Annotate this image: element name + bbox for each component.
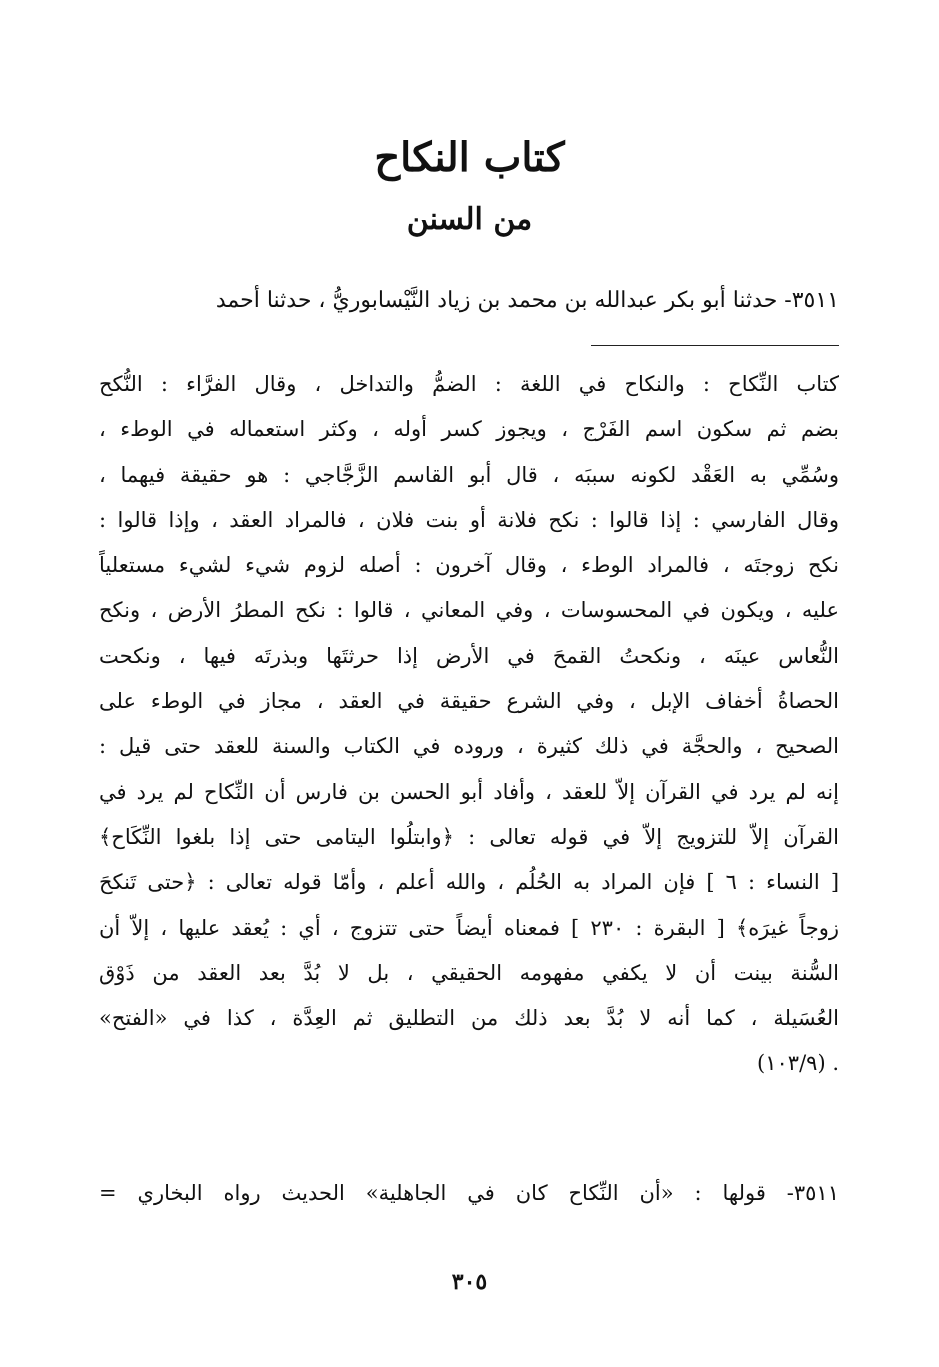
chapter-subtitle: من السنن bbox=[406, 202, 533, 237]
footnote-separator bbox=[591, 345, 839, 346]
footnote-line: القرآن إلاّ للتزويج إلاّ في قوله تعالى : ﴿وابتلُوا اليتامى حتى إذا بلغوا النِّكَاح﴾ bbox=[99, 824, 839, 849]
footnote-line: بضم ثم سكون اسم الفَرْج ، ويجوز كسر أوله ، وكثر استعماله في الوطء ، bbox=[99, 417, 839, 442]
footnote-line: زوجاً غيرَه﴾ [ البقرة : ٢٣٠ ] فمعناه أيضاً حتى تتزوج ، أي : يُعقد عليها ، إلاّ أن bbox=[99, 915, 839, 940]
footnote-line: النُّعاس عينَه ، ونكحتُ القمحَ في الأرض إذا حرثتَها وبذرتَه فيها ، ونكحت bbox=[99, 643, 839, 668]
footnote-line: [ النساء : ٦ ] فإن المراد به الحُلُم ، والله أعلم ، وأمّا قوله تعالى : ﴿حتى تَنكحَ bbox=[99, 870, 839, 895]
chapter-title: كتاب النكاح bbox=[374, 134, 565, 181]
footnote-2: ٣٥١١- قولها : «أن النِّكاح كان في الجاهلية» الحديث رواه البخاري = bbox=[99, 1181, 839, 1205]
footnote-line: الحصاةُ أخفاف الإبل ، وفي الشرع حقيقة في العقد ، مجاز في الوطء على bbox=[99, 689, 839, 714]
footnote-line: . (١٠٣/٩) bbox=[757, 1051, 839, 1076]
footnote-line: الصحيح ، والحجَّة في ذلك كثيرة ، وروده في الكتاب والسنة للعقد حتى قيل : bbox=[99, 734, 839, 759]
hadith-text: ٣٥١١- حدثنا أبو بكر عبدالله بن محمد بن زياد النَّيْسابوريُّ ، حدثنا أحمد bbox=[215, 288, 839, 313]
footnote-line: عليه ، ويكون في المحسوسات ، وفي المعاني ، قالوا : نكح المطرُ الأرض ، ونكح bbox=[99, 598, 839, 623]
page-number: ٣٠٥ bbox=[451, 1269, 488, 1295]
footnote-line: نكح زوجتَه ، فالمراد الوطء ، وقال آخرون : أصله لزوم شيء لشيء مستعلياً bbox=[99, 553, 839, 578]
footnote-line: وقال الفارسي : إذا قالوا : نكح فلانة أو بنت فلان ، فالمراد العقد ، وإذا قالوا : bbox=[99, 507, 839, 532]
footnote-line: وسُمِّي به العَقْد لكونه سببَه ، قال أبو القاسم الزَّجَّاجي : هو حقيقة فيهما ، bbox=[99, 462, 839, 487]
footnote-line: إنه لم يرد في القرآن إلاّ للعقد ، وأفاد أبو الحسن بن فارس أن النِّكاح لم يرد في bbox=[99, 779, 839, 804]
footnote-line: كتاب النِّكاح : والنكاح في اللغة : الضمُّ والتداخل ، وقال الفرَّاء : النُّكح bbox=[99, 372, 839, 396]
footnote-line: العُسَيلة ، كما أنه لا بُدَّ بعد ذلك من التطليق ثم العِدَّة ، كذا في «الفتح» bbox=[99, 1006, 839, 1031]
footnote-block bbox=[99, 362, 839, 1087]
footnote-line: السُّنة بينت أن لا يكفي مفهومه الحقيقي ، بل لا بُدَّ بعد العقد من ذَوْق bbox=[99, 960, 839, 985]
